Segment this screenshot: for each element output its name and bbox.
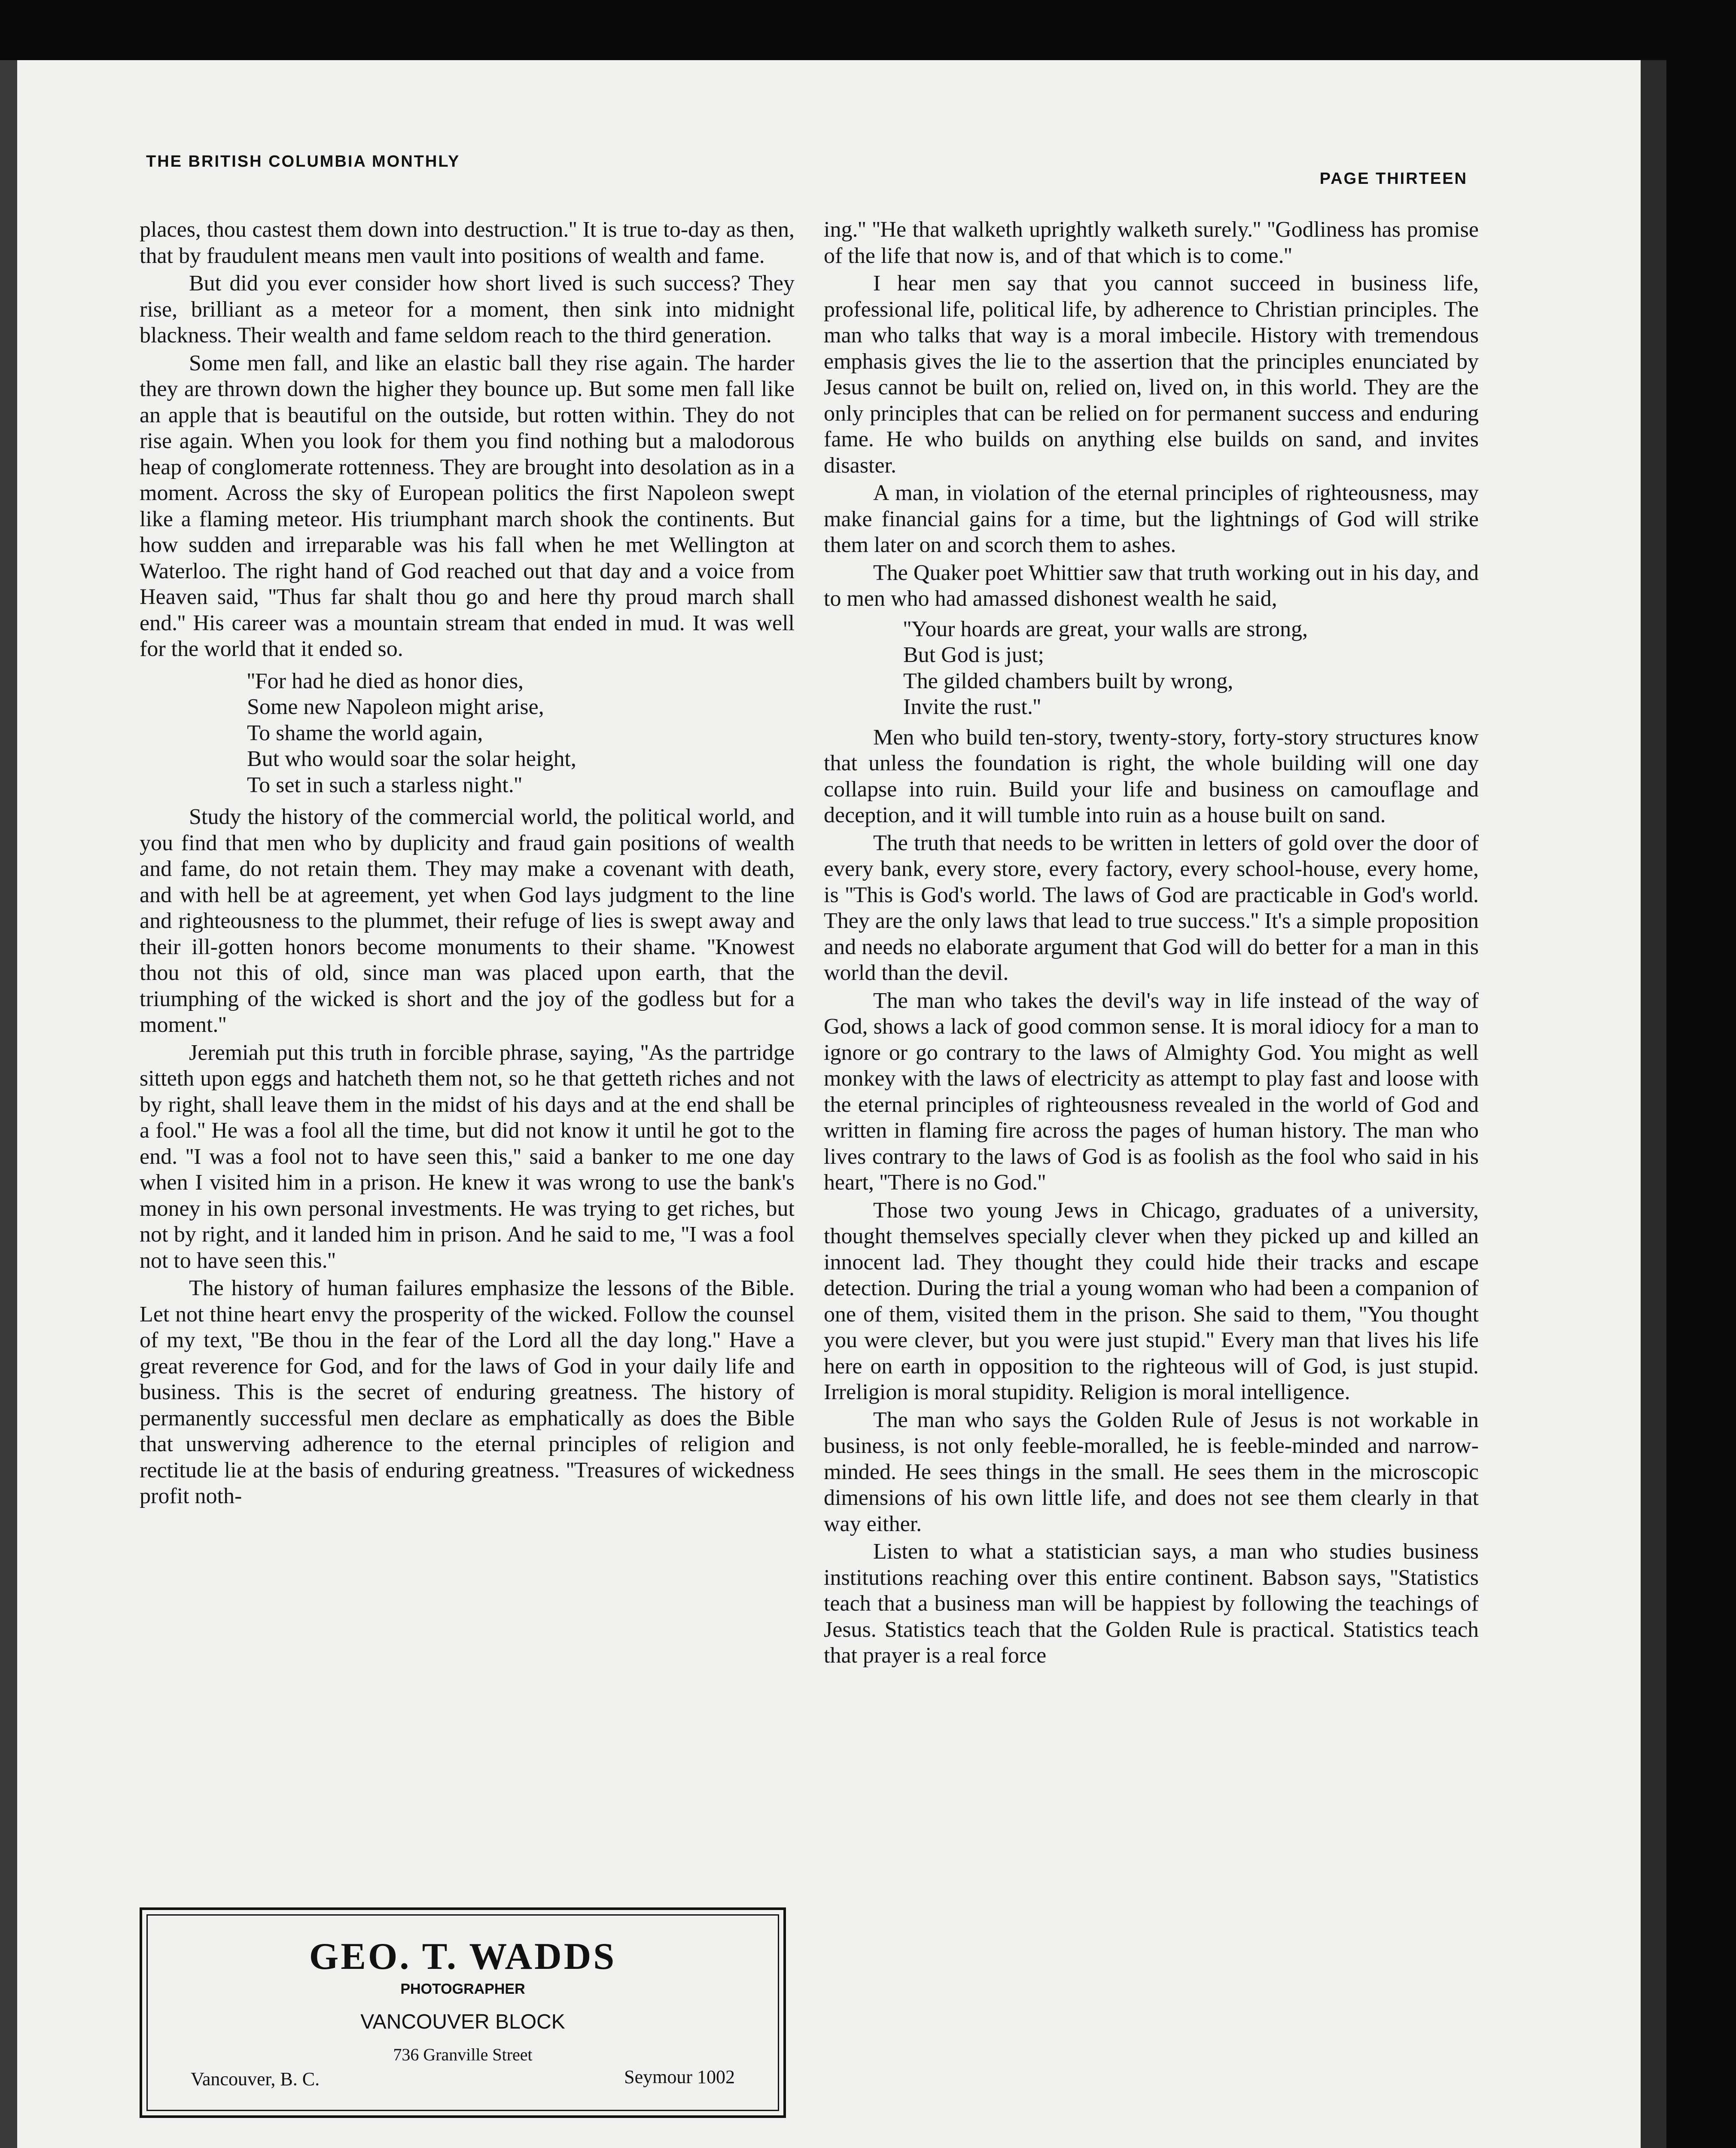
poem-line: Invite the rust.'' — [903, 695, 1041, 719]
paragraph: I hear men say that you cannot succeed in business life, professional life, political life, by adherence to Christian principles. The man who talks that way is a moral imbecile. History with tremendous emphasis gives the lie to the assertion that the principles enunciated by Jesus cannot be built on, relied on, lived on, in this world. They are the only principles that can be relied on for permanent success and enduring fame. He who builds on anything else builds on sand, and invites disaster. — [824, 271, 1479, 478]
poem-line: ''Your hoards are great, your walls are strong, — [903, 616, 1308, 641]
advertiser-building: VANCOUVER BLOCK — [360, 2011, 565, 2033]
paragraph: Listen to what a statistician says, a man who studies business institutions reaching over this entire continent. Babson says, ''Statistics teach that a business man will be happiest by following the teachings of Jesus. Statistics teach that the Golden Rule is practical. Statistics teach that prayer is a real force — [824, 1539, 1479, 1668]
paragraph: The man who takes the devil's way in life instead of the way of God, shows a lack of good common sense. It is moral idiocy for a man to ignore or go contrary to the laws of Almighty God. You might as well monkey with the laws of electricity as attempt to play fast and loose with the eternal principles of righteousness revealed in the world of God and written in flaming fire across the pages of human history. The man who lives contrary to the laws of God is as foolish as the fool who said in his heart, ''There is no God.'' — [824, 988, 1479, 1195]
paragraph: A man, in violation of the eternal principles of righteousness, may make financial gains for a time, but the lightnings of God will strike them later on and scorch them to ashes. — [824, 481, 1479, 557]
poem-line: Some new Napoleon might arise, — [247, 695, 544, 719]
poem-quote — [903, 616, 1479, 720]
poem-quote — [247, 668, 795, 799]
book-binding-edge — [1641, 60, 1666, 2148]
paragraph: Men who build ten-story, twenty-story, forty-story structures know that unless the foundation is right, the whole building will one day collapse into ruin. Build your life and business on camouflage and deception, and it will tumble into ruin as a house built on sand. — [824, 725, 1479, 827]
paragraph: Jeremiah put this truth in forcible phrase, saying, ''As the partridge sitteth upon eggs and hatcheth them not, so he that getteth riches and not by right, shall leave them in the midst of his days and at the end shall be a fool.'' He was a fool all the time, but did not know it until he got to the end. ''I was a fool not to have seen this,'' said a banker to me one day when I visited him in a prison. He knew it was wrong to use the bank's money in his own personal investments. He was trying to get riches, but not by right, and it landed him in prison. And he said to me, ''I was a fool not to have seen this.'' — [140, 1040, 795, 1273]
paragraph: Those two young Jews in Chicago, graduates of a university, thought themselves specially clever when they picked up and killed an innocent lad. They thought they could hide their tracks and escape detection. During the trial a young woman who had been a companion of one of them, visited them in the prison. She said to them, ''You thought you were clever, but you were just stupid.'' Every man that lives his life here on earth in opposition to the righteous will of God, is just stupid. Irreligion is moral stupidity. Religion is moral intelligence. — [824, 1198, 1479, 1404]
paragraph: The man who says the Golden Rule of Jesus is not workable in business, is not only feeble-moralled, he is feeble-minded and narrow-minded. He sees things in the small. He sees them in the microscopic dimensions of his own little life, and does not see them clearly in that way either. — [824, 1407, 1479, 1536]
advertiser-city: Vancouver, B. C. — [191, 2069, 320, 2090]
advertisement-inner-border — [146, 1914, 779, 2111]
paragraph: The history of human failures emphasize the lessons of the Bible. Let not thine heart envy the prosperity of the wicked. Follow the counsel of my text, ''Be thou in the fear of the Lord all the day long.'' Have a great reverence for God, and for the laws of God in your daily life and business. This is the secret of enduring greatness. The history of permanently successful men declare as emphatically as does the Bible that unswerving adherence to the eternal principles of religion and rectitude lie at the basis of enduring greatness. ''Treasures of wickedness profit noth- — [140, 1276, 795, 1508]
advertiser-profession: PHOTOGRAPHER — [400, 1981, 525, 1997]
photographer-advertisement — [140, 1907, 786, 2118]
advertiser-phone: Seymour 1002 — [624, 2066, 735, 2087]
paragraph: But did you ever consider how short lived is such success? They rise, brilliant as a meteor for a moment, then sink into midnight blackness. Their wealth and fame seldom reach to the third generation. — [140, 271, 795, 348]
poem-line: But who would soar the solar height, — [247, 747, 576, 771]
running-header-title: THE BRITISH COLUMBIA MONTHLY — [146, 153, 460, 171]
poem-line: To shame the world again, — [247, 720, 483, 745]
paragraph: The truth that needs to be written in letters of gold over the door of every bank, every store, every factory, every school-house, every home, is ''This is God's world. The laws of God are practicable in God's world. They are the only laws that lead to true success.'' It's a simple proposition and needs no elaborate argument that God will do better for a man in this world than the devil. — [824, 830, 1479, 985]
paragraph: ing.'' ''He that walketh uprightly walketh surely.'' ''Godliness has promise of the life that now is, and of that which is to come.'' — [824, 217, 1479, 268]
paragraph: places, thou castest them down into destruction.'' It is true to-day as then, that by fraudulent means men vault into positions of wealth and fame. — [140, 217, 795, 268]
poem-line: To set in such a starless night.'' — [247, 772, 522, 797]
left-text-column — [140, 217, 795, 1510]
poem-line: The gilded chambers built by wrong, — [903, 668, 1233, 693]
page-number-header: PAGE THIRTEEN — [1319, 170, 1468, 188]
advertiser-name: GEO. T. WADDS — [309, 1936, 617, 1977]
paragraph: Some men fall, and like an elastic ball they rise again. The harder they are thrown down the higher they bounce up. But some men fall like an apple that is beautiful on the outside, but rotten within. They do not rise again. When you look for them you find nothing but a malodorous heap of conglomerate rottenness. They are brought into desolation as in a moment. Across the sky of European politics the first Napoleon swept like a flaming meteor. His triumphant march shook the continents. But how sudden and irreparable was his fall when he met Wellington at Waterloo. The right hand of God reached out that day and a voice from Heaven said, ''Thus far shalt thou go and here thy proud march shall end.'' His career was a mountain stream that ended in mud. It was well for the world that it ended so. — [140, 351, 795, 661]
poem-line: But God is just; — [903, 643, 1044, 667]
right-text-column — [824, 217, 1479, 1669]
poem-line: ''For had he died as honor dies, — [247, 668, 524, 693]
paragraph: Study the history of the commercial world, the political world, and you find that men who by duplicity and fraud gain positions of wealth and fame, do not retain them. They may make a covenant with death, and with hell be at agreement, yet when God lays judgment to the line and righteousness to the plummet, their refuge of lies is swept away and their ill-gotten honors become monuments to their shame. ''Knowest thou not this of old, since man was placed upon earth, that the triumphing of the wicked is short and the joy of the godless but for a moment.'' — [140, 805, 795, 1037]
advertiser-street: 736 Granville Street — [393, 2045, 533, 2064]
paragraph: The Quaker poet Whittier saw that truth working out in his day, and to men who had amassed dishonest wealth he said, — [824, 560, 1479, 611]
